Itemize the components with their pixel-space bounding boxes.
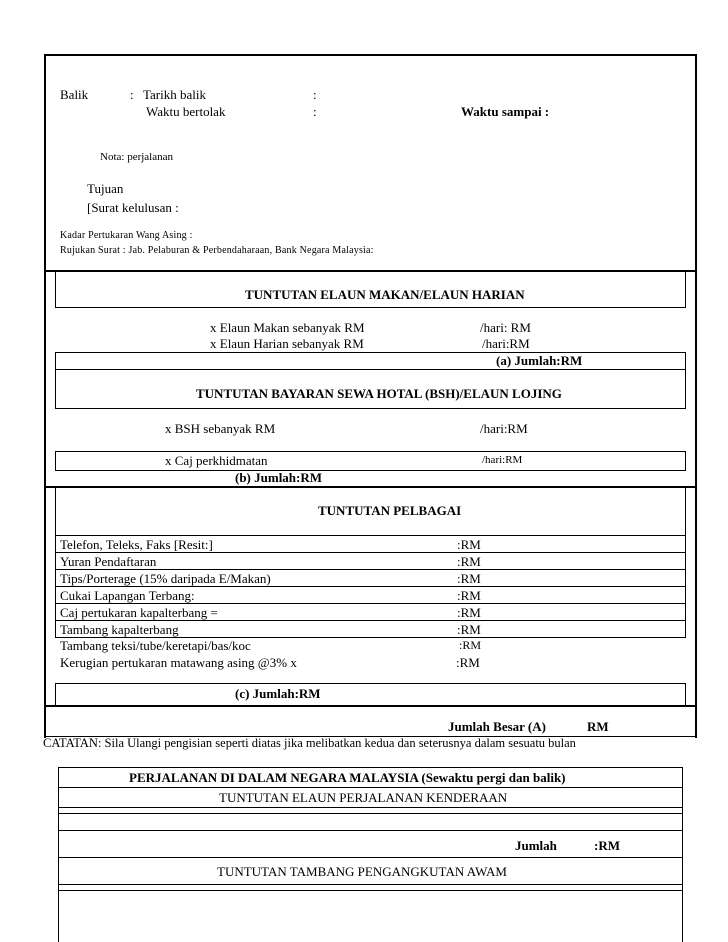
rule bbox=[58, 884, 683, 885]
jumlah-besar-value: RM bbox=[587, 719, 609, 734]
rule bbox=[55, 535, 686, 536]
bsh-rate: /hari:RM bbox=[480, 421, 528, 436]
caj-perkhidmatan-rate: /hari:RM bbox=[482, 454, 523, 466]
nota-text: Nota: perjalanan bbox=[100, 151, 173, 163]
pelbagai-total: (c) Jumlah:RM bbox=[235, 686, 321, 701]
caj-perkhidmatan-line: x Caj perkhidmatan bbox=[165, 453, 268, 468]
rule bbox=[55, 683, 56, 705]
kadar-pertukaran-label: Kadar Pertukaran Wang Asing : bbox=[60, 230, 193, 241]
pelbagai-item-value: :RM bbox=[456, 655, 480, 671]
frame-right-line bbox=[695, 54, 697, 738]
rule bbox=[55, 408, 686, 409]
rujukan-surat-label: Rujukan Surat : Jab. Pelaburan & Perbendaharaan, Bank Negara Malaysia: bbox=[60, 245, 374, 256]
rule bbox=[55, 369, 56, 409]
rule bbox=[55, 451, 56, 471]
balik-label: Balik bbox=[60, 87, 89, 102]
rule bbox=[682, 767, 683, 942]
pelbagai-item-value: :RM bbox=[457, 621, 481, 637]
rule bbox=[55, 487, 56, 536]
pelbagai-item-label: Cukai Lapangan Terbang: bbox=[60, 587, 195, 603]
pelbagai-item-value: :RM bbox=[457, 587, 481, 603]
rule bbox=[55, 451, 686, 452]
pelbagai-item-label: Yuran Pendaftaran bbox=[60, 553, 157, 569]
makan-title: TUNTUTAN ELAUN MAKAN/ELAUN HARIAN bbox=[245, 287, 525, 302]
rule bbox=[685, 369, 686, 409]
rule bbox=[55, 470, 686, 471]
waktu-bertolak-colon: : bbox=[313, 104, 317, 119]
elaun-harian-line: x Elaun Harian sebanyak RM bbox=[210, 336, 364, 351]
waktu-bertolak-label: Waktu bertolak bbox=[146, 104, 226, 119]
rule bbox=[685, 683, 686, 705]
tujuan-label: Tujuan bbox=[87, 181, 124, 196]
pelbagai-item-label: Kerugian pertukaran matawang asing @3% x bbox=[60, 655, 297, 671]
rule bbox=[685, 352, 686, 370]
frame-top-line bbox=[44, 54, 696, 56]
waktu-sampai-label: Waktu sampai : bbox=[461, 104, 550, 119]
awam-title: TUNTUTAN TAMBANG PENGANGKUTAN AWAM bbox=[217, 864, 507, 879]
tarikh-balik-colon: : bbox=[313, 87, 317, 102]
pelbagai-item-label: Telefon, Teleks, Faks [Resit:] bbox=[60, 537, 213, 552]
rule bbox=[685, 487, 686, 536]
rule bbox=[44, 270, 696, 272]
catatan-text: CATATAN: Sila Ulangi pengisian seperti diatas jika melibatkan kedua dan seterusnya dalam sesuatu bulan bbox=[43, 736, 576, 750]
frame-left-line bbox=[44, 54, 46, 738]
bsh-line: x BSH sebanyak RM bbox=[165, 421, 276, 436]
rule bbox=[58, 767, 59, 942]
balik-colon: : bbox=[130, 87, 134, 102]
rule bbox=[58, 787, 683, 788]
makan-total: (a) Jumlah:RM bbox=[496, 353, 583, 368]
bsh-total: (b) Jumlah:RM bbox=[235, 470, 323, 485]
pelbagai-item-label: Tambang kapalterbang bbox=[60, 621, 179, 637]
rule bbox=[55, 270, 56, 308]
pelbagai-item-label: Caj pertukaran kapalterbang = bbox=[60, 604, 218, 620]
pelbagai-item-value: :RM bbox=[457, 570, 481, 586]
elaun-makan-rate: /hari: RM bbox=[480, 320, 531, 335]
rule bbox=[58, 857, 683, 858]
pelbagai-title: TUNTUTAN PELBAGAI bbox=[318, 503, 462, 518]
rule bbox=[58, 813, 683, 814]
rule bbox=[58, 890, 683, 891]
rule bbox=[58, 807, 683, 808]
domestic-jumlah-label: Jumlah bbox=[515, 838, 557, 853]
jumlah-besar-label: Jumlah Besar (A) bbox=[448, 719, 546, 734]
rule bbox=[55, 352, 686, 353]
pelbagai-item-value: :RM bbox=[459, 638, 482, 653]
rule bbox=[685, 535, 686, 638]
elaun-harian-rate: /hari:RM bbox=[482, 336, 530, 351]
pelbagai-item-label: Tambang teksi/tube/keretapi/bas/koc bbox=[60, 638, 251, 654]
rule bbox=[55, 307, 686, 308]
rule bbox=[685, 451, 686, 471]
tarikh-balik-label: Tarikh balik bbox=[143, 87, 206, 102]
kenderaan-title: TUNTUTAN ELAUN PERJALANAN KENDERAAN bbox=[219, 790, 508, 805]
rule bbox=[55, 683, 686, 684]
surat-kelulusan-label: [Surat kelulusan : bbox=[87, 200, 179, 215]
rule bbox=[55, 352, 56, 370]
domestic-jumlah-value: :RM bbox=[594, 838, 620, 853]
rule bbox=[44, 486, 696, 488]
rule bbox=[58, 767, 683, 768]
rule bbox=[685, 270, 686, 308]
pelbagai-item-value: :RM bbox=[457, 553, 481, 569]
domestic-title: PERJALANAN DI DALAM NEGARA MALAYSIA (Sewaktu pergi dan balik) bbox=[129, 770, 566, 785]
pelbagai-item-value: :RM bbox=[457, 537, 481, 552]
rule bbox=[58, 830, 683, 831]
rule bbox=[44, 705, 696, 707]
bsh-title: TUNTUTAN BAYARAN SEWA HOTAL (BSH)/ELAUN LOJING bbox=[196, 386, 562, 401]
pelbagai-item-label: Tips/Porterage (15% daripada E/Makan) bbox=[60, 570, 271, 586]
elaun-makan-line: x Elaun Makan sebanyak RM bbox=[210, 320, 365, 335]
rule bbox=[55, 369, 686, 370]
rule bbox=[55, 535, 56, 638]
pelbagai-item-value: :RM bbox=[457, 604, 481, 620]
